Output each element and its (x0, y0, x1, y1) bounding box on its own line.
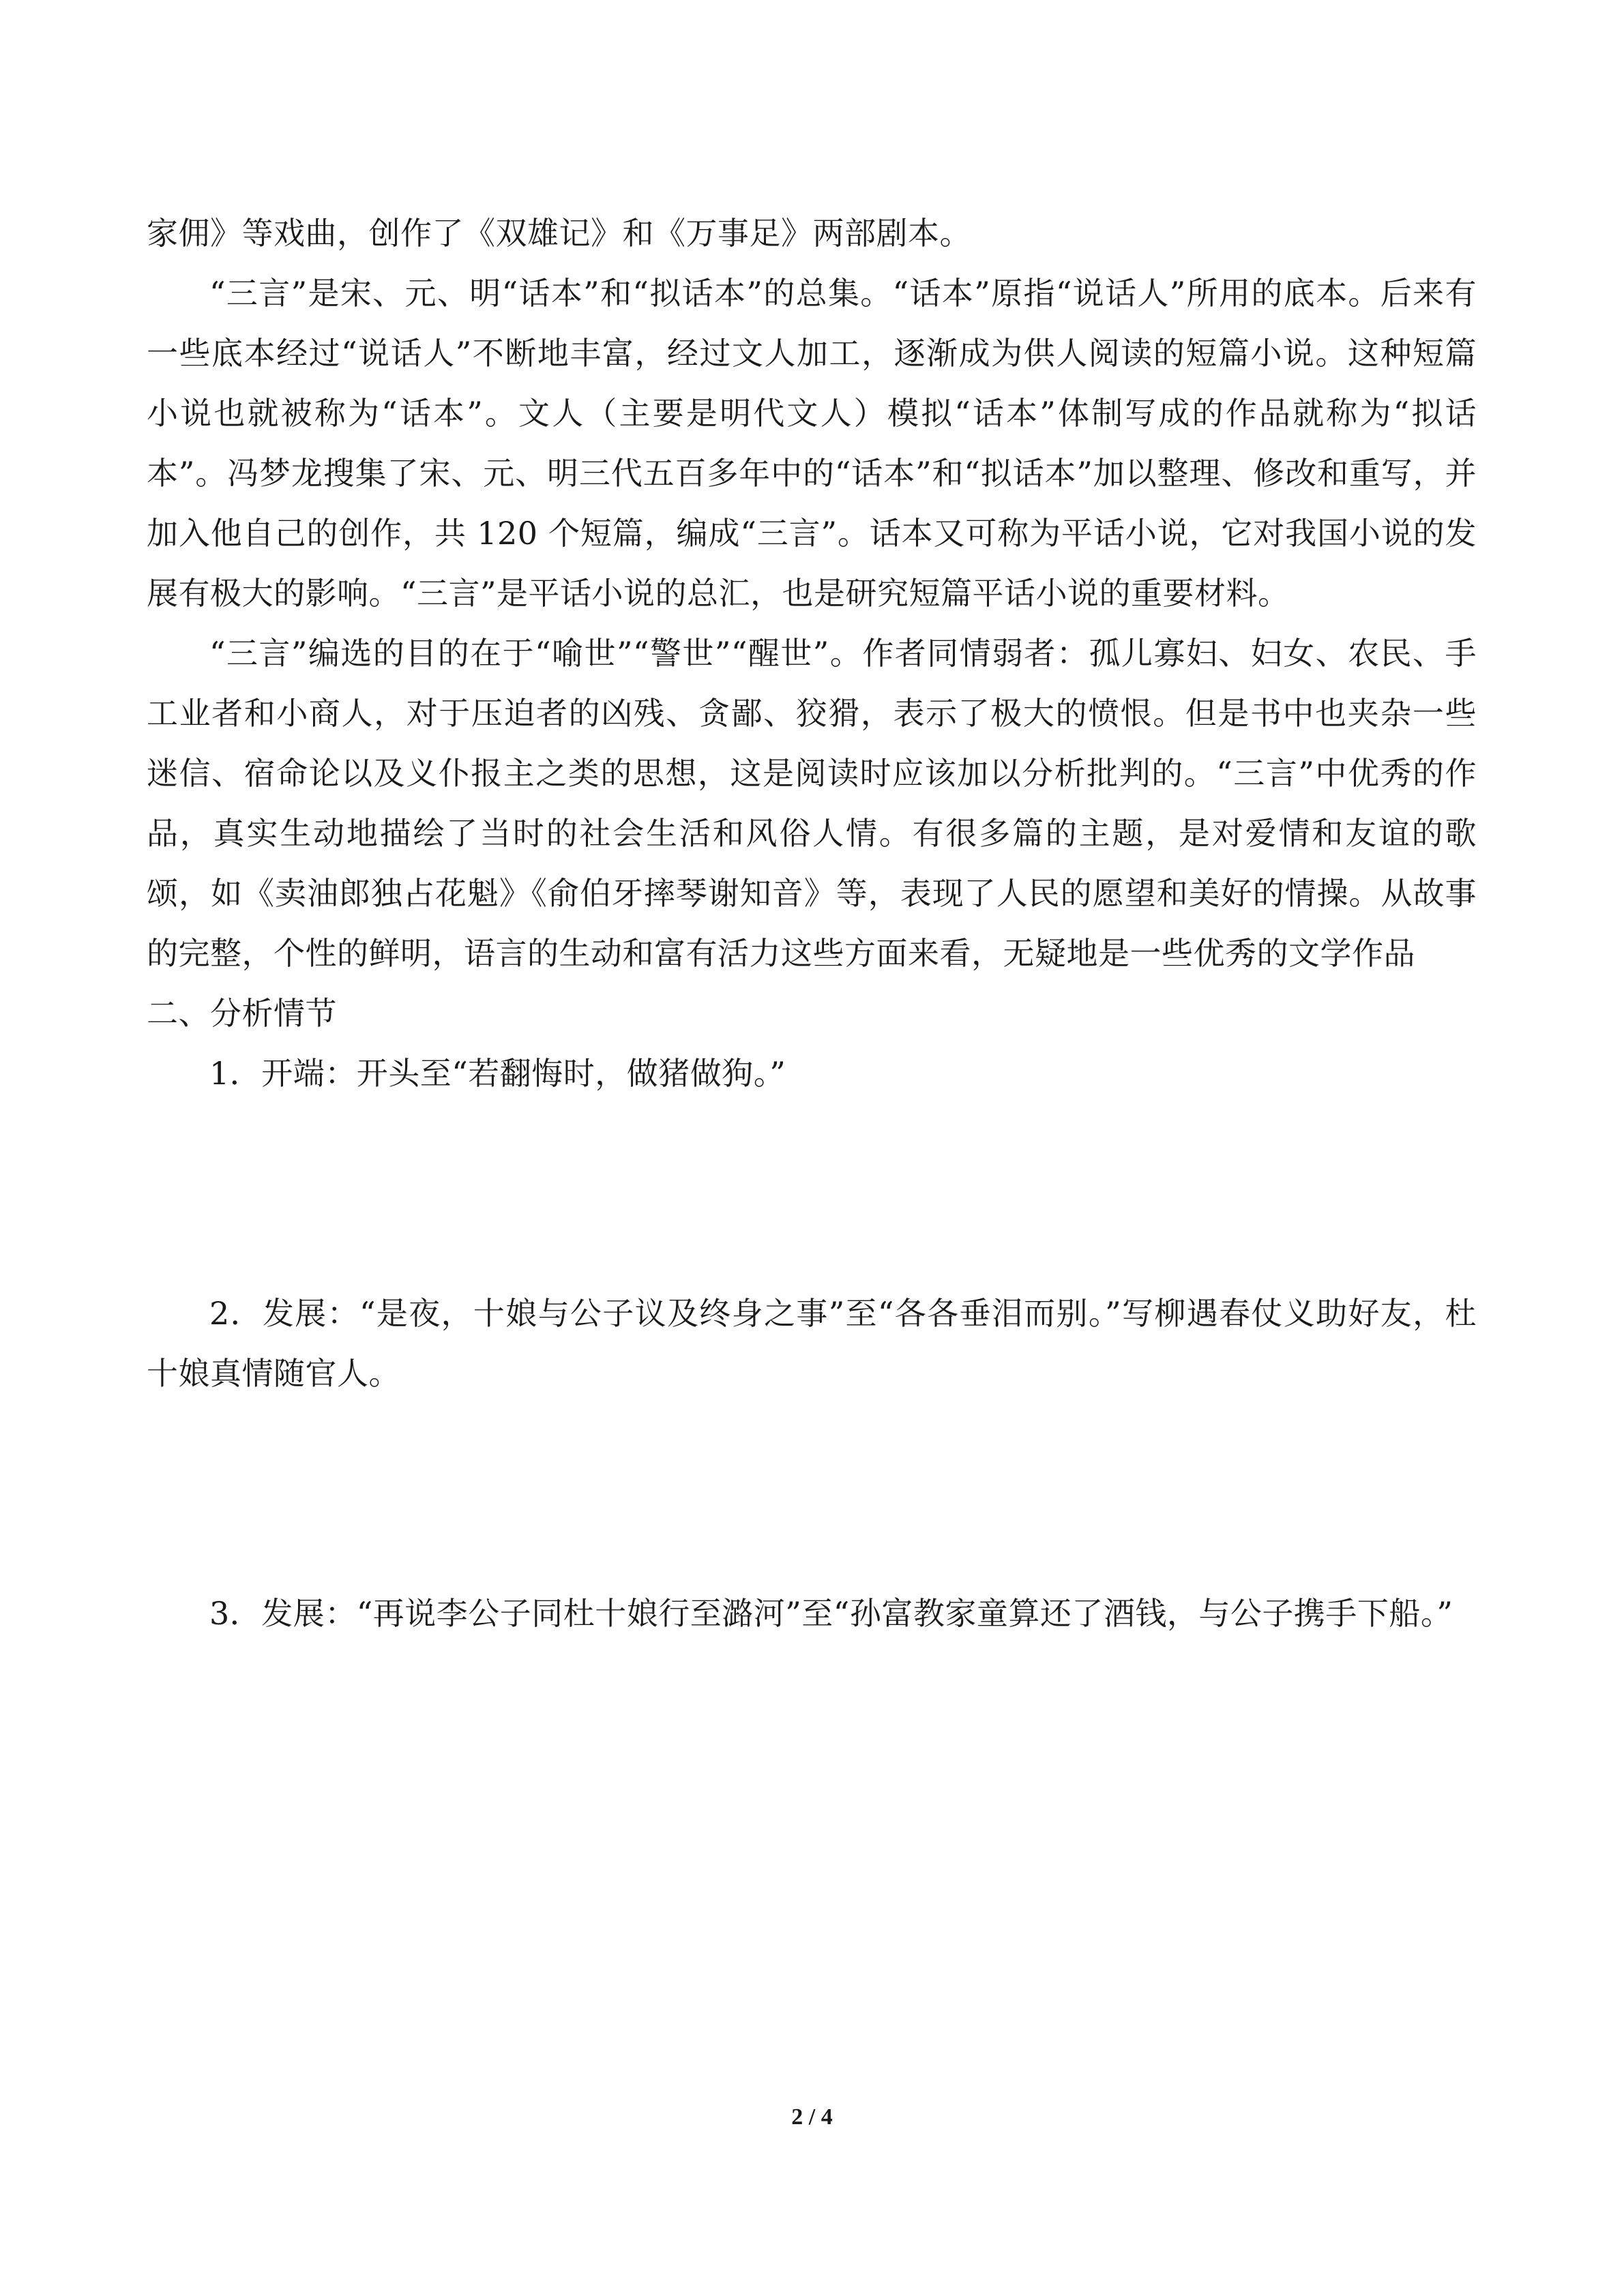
page-number: 2 / 4 (791, 2104, 833, 2130)
paragraph-sanyan-purpose: “三言”编选的目的在于“喻世”“警世”“醒世”。作者同情弱者：孤儿寡妇、妇女、农民、手工业者和小商人，对于压迫者的凶残、贪鄙、狡猾，表示了极大的愤恨。但是书中也夹杂一些迷信、宿命论以及义仆报主之类的思想，这是阅读时应该加以分析批判的。“三言”中优秀的作品，真实生动地描绘了当时的社会生活和风俗人情。有很多篇的主题，是对爱情和友谊的歌颂，如《卖油郎独占花魁》《俞伯牙摔琴谢知音》等，表现了人民的愿望和美好的情操。从故事的完整，个性的鲜明，语言的生动和富有活力这些方面来看，无疑地是一些优秀的文学作品 (147, 635, 1477, 972)
paragraph-continuation: 家佣》等戏曲，创作了《双雄记》和《万事足》两部剧本。 (147, 215, 971, 252)
plot-item-opening: 1．开端：开头至“若翻悔时，做猪做狗。” (209, 1055, 786, 1092)
document-body (147, 203, 1477, 1643)
paragraph-sanyan-collection: “三言”是宋、元、明“话本”和“拟话本”的总集。“话本”原指“说话人”所用的底本。后来有一些底本经过“说话人”不断地丰富，经过文人加工，逐渐成为供人阅读的短篇小说。这种短篇小说也就被称为“话本”。文人（主要是明代文人）模拟“话本”体制写成的作品就称为“拟话本”。冯梦龙搜集了宋、元、明三代五百多年中的“话本”和“拟话本”加以整理、修改和重写，并加入他自己的创作，共 120 个短篇，编成“三言”。话本又可称为平话小说，它对我国小说的发展有极大的影响。“三言”是平话小说的总汇，也是研究短篇平话小说的重要材料。 (147, 275, 1477, 612)
section-heading-plot-analysis: 二、分析情节 (147, 995, 337, 1032)
plot-item-development-1: 2．发展：“是夜，十娘与公子议及终身之事”至“各各垂泪而别。”写柳遇春仗义助好友，杜十娘真情随官人。 (147, 1295, 1477, 1392)
plot-item-development-2: 3．发展：“再说李公子同杜十娘行至潞河”至“孙富教家童算还了酒钱，与公子携手下船。” (209, 1595, 1453, 1632)
